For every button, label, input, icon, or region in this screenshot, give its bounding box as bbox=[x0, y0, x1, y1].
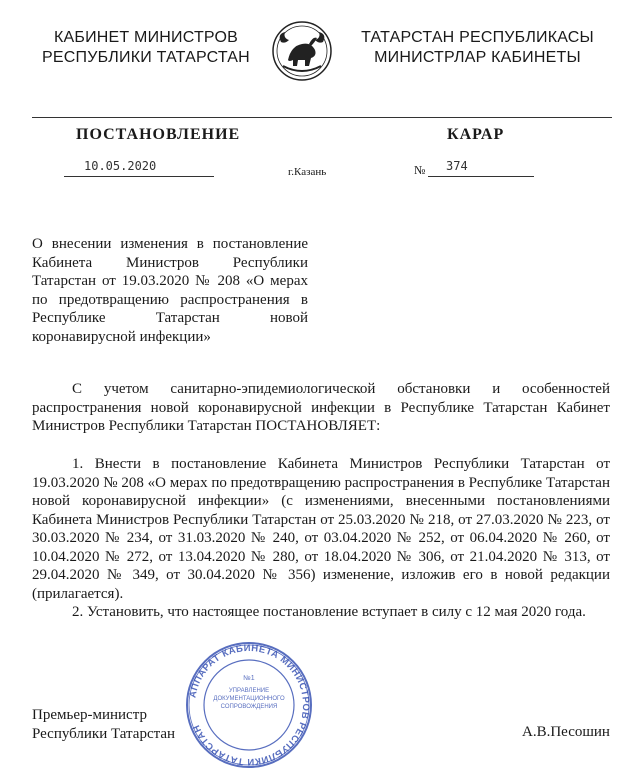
number-sign: № bbox=[414, 163, 426, 177]
issuer-ru-line1: КАБИНЕТ МИНИСТРОВ bbox=[54, 29, 238, 46]
position-line2: Республики Татарстан bbox=[32, 725, 176, 742]
issuer-tt-line1: ТАТАРСТАН РЕСПУБЛИКАСЫ bbox=[361, 29, 594, 46]
issuer-name-tt bbox=[350, 28, 605, 68]
official-stamp bbox=[184, 640, 314, 770]
issuer-tt-line2: МИНИСТРЛАР КАБИНЕТЫ bbox=[374, 49, 581, 66]
doc-date: 10.05.2020 bbox=[84, 159, 157, 173]
tatarstan-emblem-icon bbox=[271, 20, 333, 82]
doc-items bbox=[32, 455, 610, 622]
position-line1: Премьер-министр bbox=[32, 707, 147, 723]
signatory-position bbox=[32, 706, 175, 743]
stamp-line2: ДОКУМЕНТАЦИОННОГО bbox=[213, 696, 285, 702]
issuer-ru-line2: РЕСПУБЛИКИ ТАТАРСТАН bbox=[42, 49, 250, 66]
doc-subject: О внесении изменения в постановление Кабинета Министров Республики Татарстан от 19.03.2020 № 208 «О мерах по предотвращению распространения в Республике Татарстан новой коронавирусной инфекции» bbox=[32, 236, 308, 345]
header-divider bbox=[32, 117, 612, 118]
preamble: С учетом санитарно-эпидемиологической обстановки и особенностей распространения новой коронавирусной инфекции в Республике Татарстан Кабинет Министров Республики Татарстан ПОСТАНОВЛЯЕТ: bbox=[32, 381, 610, 434]
item-2: 2. Установить, что настоящее постановление вступает в силу с 12 мая 2020 года. bbox=[72, 604, 586, 620]
number-underline bbox=[428, 176, 534, 177]
item-1: 1. Внести в постановление Кабинета Министров Республики Татарстан от 19.03.2020 № 208 «О мерах по предотвращению распространения в Республике Татарстан новой коронавирусной инфекции» (с изменениями, внесенными постановлениями Кабинета Министров Республики Татарстан от 25.03.2020 № 218, от 27.03.2020 № 223, от 30.03.2020 № 234, от 31.03.2020 № 240, от 03.04.2020 № 252, от 06.04.2020 № 260, от 10.04.2020 № 272, от 13.04.2020 № 280, от 18.04.2020 № 306, от 21.04.2020 № 313, от 29.04.2020 № 349, от 30.04.2020 № 356) изменение, изложив его в новой редакции (прилагается). bbox=[32, 456, 610, 602]
doc-type-ru: ПОСТАНОВЛЕНИЕ bbox=[76, 126, 241, 143]
stamp-number: №1 bbox=[243, 675, 255, 682]
date-underline bbox=[64, 176, 214, 177]
stamp-outer-text: АППАРАТ КАБИНЕТА МИНИСТРОВ РЕСПУБЛИКИ ТАТАРСТАН bbox=[187, 642, 312, 768]
signatory-name: А.В.Песошин bbox=[522, 724, 610, 740]
issuer-name-ru bbox=[40, 28, 252, 68]
stamp-line3: СОПРОВОЖДЕНИЯ bbox=[220, 704, 278, 710]
doc-type-tt: КАРАР bbox=[447, 126, 505, 143]
doc-city: г.Казань bbox=[288, 166, 327, 178]
doc-number: 374 bbox=[446, 159, 468, 173]
doc-body bbox=[32, 380, 610, 436]
stamp-line1: УПРАВЛЕНИЕ bbox=[228, 688, 270, 694]
